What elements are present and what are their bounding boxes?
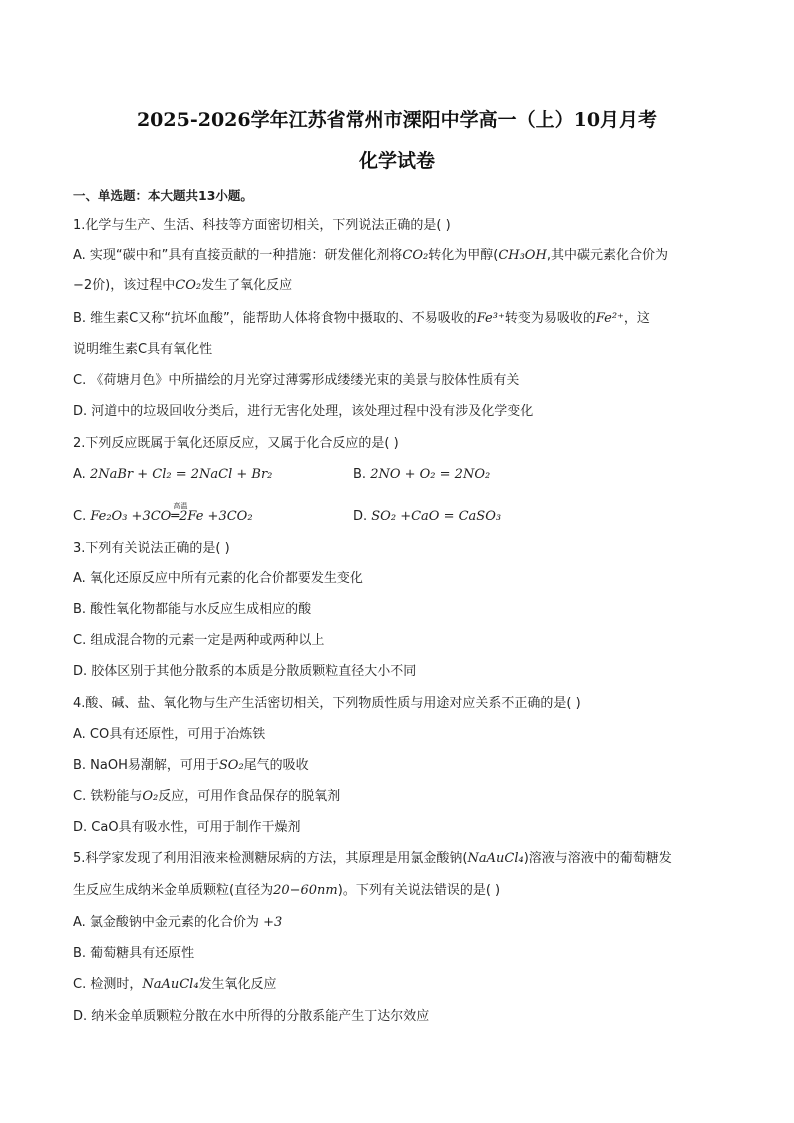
text-span: 发生了氧化反应	[201, 278, 293, 293]
option-label: D.	[353, 509, 372, 524]
q4-option-d: D. CaO具有吸水性，可用于制作干燥剂	[73, 820, 301, 835]
q2-option-d	[353, 508, 501, 526]
q3-option-c: C. 组成混合物的元素一定是两种或两种以上	[73, 633, 325, 648]
formula: Fe²⁺	[595, 311, 624, 326]
text-span: −2价)，该过程中	[73, 278, 176, 293]
text-span: )。下列有关说法错误的是( )	[337, 883, 501, 898]
q4-option-a: A. CO具有还原性，可用于冶炼铁	[73, 727, 266, 742]
q3-option-d: D. 胶体区别于其他分散系的本质是分散质颗粒直径大小不同	[73, 664, 417, 679]
q1-option-a-line2	[73, 277, 723, 295]
q1-option-c: C. 《荷塘月色》中所描绘的月光穿过薄雾形成缕缕光束的美景与胶体性质有关	[73, 373, 520, 388]
formula: O₂	[142, 789, 159, 804]
q5-stem-line2	[73, 882, 723, 900]
reaction-condition: 高温	[173, 502, 188, 510]
text-span: B. 维生素C又称“抗坏血酸”，能帮助人体将食物中摄取的、不易吸收的	[73, 311, 477, 326]
q4-option-b	[73, 757, 723, 775]
q1-option-a-line1	[73, 247, 723, 265]
text-span: 生反应生成纳米金单质颗粒(直径为	[73, 883, 274, 898]
q3-stem: 3.下列有关说法正确的是( )	[73, 541, 230, 556]
equals-sign: ═	[171, 509, 180, 524]
formula: 20−60nm	[273, 883, 338, 898]
text-span: ，这	[623, 311, 650, 326]
q2-option-b	[353, 466, 490, 484]
q3-option-a: A. 氧化还原反应中所有元素的化合价都要发生变化	[73, 571, 363, 586]
formula: NaAuCl₄	[467, 851, 524, 866]
q4-stem: 4.酸、碱、盐、氧化物与生产生活密切相关，下列物质性质与用途对应关系不正确的是( )	[73, 696, 581, 711]
text-span: C. 铁粉能与	[73, 789, 143, 804]
text-span: 尾气的吸收	[243, 758, 309, 773]
text-span: A. 氯金酸钠中金元素的化合价为	[73, 915, 264, 930]
text-span: 发生氧化反应	[198, 977, 277, 992]
text-span: 5.科学家发现了利用泪液来检测糖尿病的方法，其原理是用氯金酸钠(	[73, 851, 468, 866]
q2-stem: 2.下列反应既属于氧化还原反应，又属于化合反应的是( )	[73, 436, 399, 451]
q2-options-ab	[73, 466, 723, 484]
formula: CH₃OH	[498, 248, 547, 263]
equation: SO₂ +CaO = CaSO₃	[371, 509, 502, 524]
formula: NaAuCl₄	[142, 977, 199, 992]
text-span: B. NaOH易潮解，可用于	[73, 758, 219, 773]
text-span: )溶液与溶液中的葡萄糖发	[523, 851, 672, 866]
formula: CO₂	[402, 248, 429, 263]
text-span: A. 实现“碳中和”具有直接贡献的一种措施：研发催化剂将	[73, 248, 403, 263]
exam-subtitle: 化学试卷	[358, 150, 435, 172]
text-span: ,其中碳元素化合价为	[546, 248, 668, 263]
option-label: C.	[73, 509, 91, 524]
formula: +3	[263, 915, 283, 930]
q5-option-b: B. 葡萄糖具有还原性	[73, 946, 195, 961]
q1-stem: 1.化学与生产、生活、科技等方面密切相关，下列说法正确的是( )	[73, 218, 451, 233]
text-span: 反应，可用作食品保存的脱氧剂	[158, 789, 341, 804]
q2-options-cd	[73, 502, 723, 526]
reaction-sign	[171, 502, 188, 526]
equation: Fe₂O₃ +3CO	[90, 509, 172, 524]
q5-option-a	[73, 914, 723, 932]
section-heading: 一、单选题：本大题共13小题。	[73, 188, 253, 203]
q5-option-c	[73, 976, 723, 994]
q5-stem-line1	[73, 850, 723, 868]
q5-option-d: D. 纳米金单质颗粒分散在水中所得的分散系能产生丁达尔效应	[73, 1009, 430, 1024]
formula: SO₂	[218, 758, 244, 773]
option-label: B.	[353, 467, 371, 482]
q3-option-b: B. 酸性氧化物都能与水反应生成相应的酸	[73, 602, 312, 617]
option-label: A.	[73, 467, 90, 482]
q1-option-b-line1	[73, 310, 723, 328]
formula: CO₂	[175, 278, 202, 293]
q1-option-b-line2: 说明维生素C具有氧化性	[73, 342, 213, 357]
formula: Fe³⁺	[476, 311, 505, 326]
exam-title: 2025-2026学年江苏省常州市溧阳中学高一（上）10月月考	[136, 109, 658, 131]
q4-option-c	[73, 788, 723, 806]
equation: 2Fe +3CO₂	[179, 509, 253, 524]
equation: 2NO + O₂ = 2NO₂	[370, 467, 491, 482]
q1-option-d: D. 河道中的垃圾回收分类后，进行无害化处理，该处理过程中没有涉及化学变化	[73, 404, 534, 419]
equation: 2NaBr + Cl₂ = 2NaCl + Br₂	[89, 467, 273, 482]
text-span: 转变为易吸收的	[504, 311, 596, 326]
text-span: 转化为甲醇(	[428, 248, 499, 263]
text-span: C. 检测时，	[73, 977, 143, 992]
